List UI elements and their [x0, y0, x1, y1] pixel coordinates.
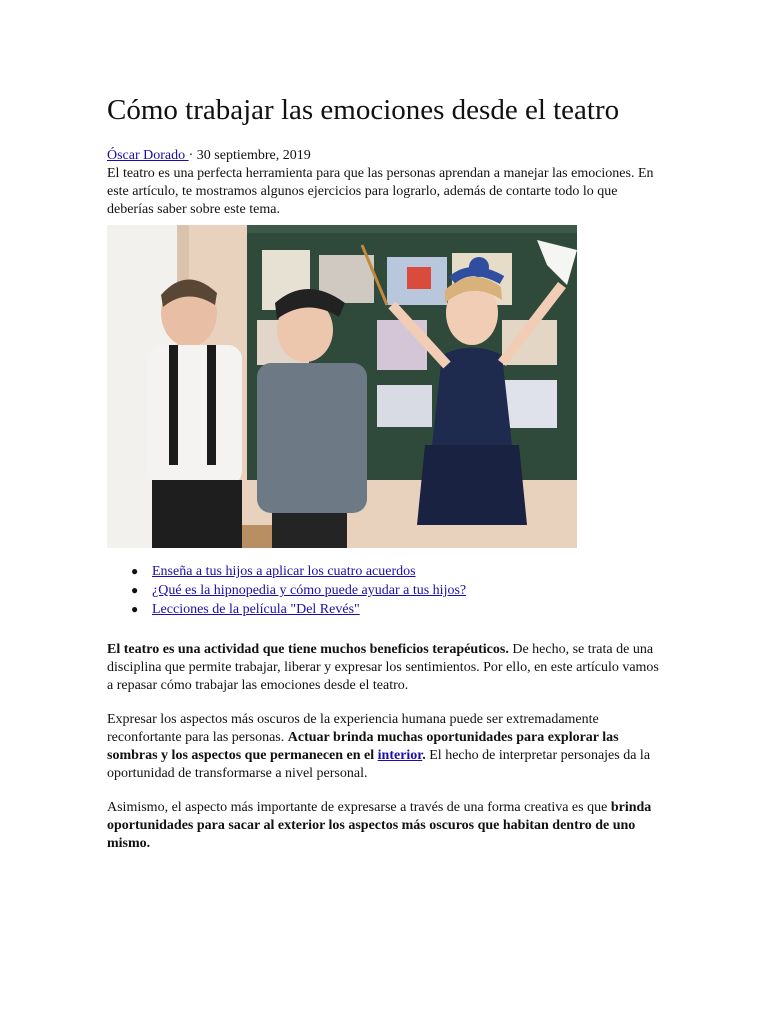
related-link-cuatro-acuerdos[interactable]: Enseña a tus hijos a aplicar los cuatro acuerdos	[152, 564, 416, 579]
related-link-del-reves[interactable]: Lecciones de la película "Del Revés"	[152, 602, 360, 617]
paragraph-2-bold: Actuar brinda muchas oportunidades para explorar las sombras y los aspectos que permanecen en el	[107, 730, 619, 763]
publish-date: · 30 septiembre, 2019	[188, 148, 311, 163]
paragraph-2-bold-end: .	[422, 748, 426, 763]
hero-image	[107, 225, 577, 548]
list-item	[131, 581, 667, 600]
lead-paragraph: El teatro es una perfecta herramienta para que las personas aprendan a manejar las emociones. En este artículo, te mostramos algunos ejercicios para lograrlo, además de contarte todo lo que deberías saber sobre este tema.	[107, 166, 654, 217]
interior-link[interactable]: interior	[377, 748, 423, 763]
paragraph-3-text: Asimismo, el aspecto más importante de expresarse a través de una forma creativa es que	[107, 800, 611, 815]
byline	[107, 147, 667, 165]
paragraph-3	[107, 799, 667, 853]
paragraph-2-text: Expresar los aspectos más oscuros de la experiencia humana puede ser extremadamente reconfortante para las personas.	[107, 712, 599, 745]
bullet-icon: ●	[131, 564, 139, 578]
paragraph-1	[107, 641, 667, 695]
paragraph-1-bold: El teatro es una actividad que tiene muchos beneficios terapéuticos.	[107, 642, 509, 657]
bullet-icon: ●	[131, 602, 139, 616]
paragraph-3-bold: brinda oportunidades para sacar al exterior los aspectos más oscuros que habitan dentro de uno mismo.	[107, 800, 652, 851]
list-item	[131, 562, 667, 581]
paragraph-2-rest: El hecho de interpretar personajes da la oportunidad de transformarse a nivel personal.	[107, 748, 651, 781]
related-link-hipnopedia[interactable]: ¿Qué es la hipnopedia y cómo puede ayudar a tus hijos?	[152, 583, 467, 598]
paragraph-2	[107, 711, 667, 783]
paragraph-1-text: De hecho, se trata de una disciplina que permite trabajar, liberar y expresar los sentimientos. Por ello, en este artículo vamos a repasar cómo trabajar las emociones desde el teatro.	[107, 642, 659, 693]
related-links	[107, 562, 667, 619]
author-link[interactable]: Óscar Dorado	[107, 148, 189, 163]
bullet-icon: ●	[131, 583, 139, 597]
page-title: Cómo trabajar las emociones desde el teatro	[107, 94, 620, 126]
children-acting-photo	[107, 225, 577, 548]
article	[107, 92, 667, 869]
list-item	[131, 600, 667, 619]
